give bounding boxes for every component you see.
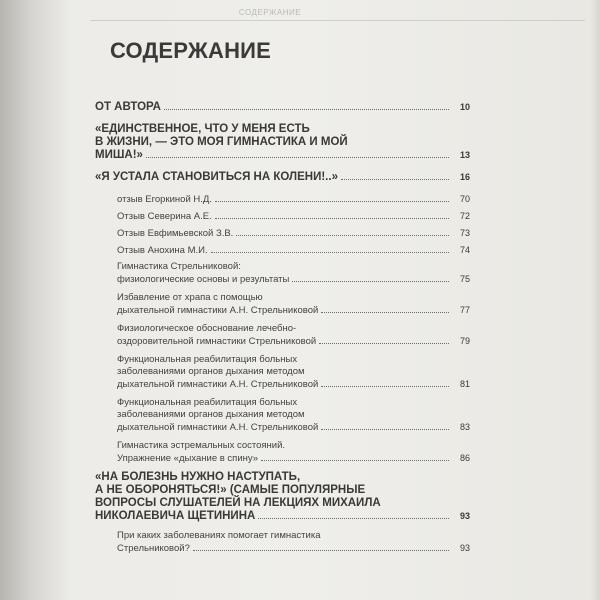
toc-entry-last-line xyxy=(117,452,470,465)
toc-entry-text-line: НИКОЛАЕВИЧА ЩЕТИНИНА xyxy=(95,510,256,522)
toc-entry-last-line xyxy=(95,510,470,523)
toc-entry-text-line: оздоровительной гимнастики Стрельниковой xyxy=(117,336,317,347)
toc-entry-last-line xyxy=(117,210,470,223)
toc-entry-text-line: Стрельниковой? xyxy=(117,543,190,554)
toc-entry-text-line: В ЖИЗНИ, — ЭТО МОЯ ГИМНАСТИКА И МОЙ xyxy=(95,136,348,148)
toc-page-number: 73 xyxy=(459,228,470,238)
toc-entry-text-line: Отзыв Анохина М.И. xyxy=(117,245,208,256)
toc-entry-text-line: дыхательной гимнастики А.Н. Стрельниковой xyxy=(117,422,319,433)
dot-leader xyxy=(261,459,449,461)
toc-page-number: 10 xyxy=(459,102,470,112)
toc-page-number: 86 xyxy=(459,453,470,463)
toc-entry-last-line xyxy=(117,193,470,206)
toc-entry-text-line: физиологические основы и результаты xyxy=(117,274,290,285)
toc-entry xyxy=(95,440,470,465)
dot-leader xyxy=(215,217,449,219)
toc-entry-text-line: «НА БОЛЕЗНЬ НУЖНО НАСТУПАТЬ, xyxy=(95,471,301,483)
dot-leader xyxy=(146,156,449,158)
toc-entry-text-line: Отзыв Евфимьевской З.В. xyxy=(117,228,234,239)
toc-entry-last-line xyxy=(117,378,470,391)
toc-entry-text-line: заболеваниями органов дыхания методом xyxy=(117,409,305,420)
toc-page-number: 93 xyxy=(459,511,470,521)
toc-entry-text-line: «Я УСТАЛА СТАНОВИТЬСЯ НА КОЛЕНИ!..» xyxy=(95,171,338,183)
toc-entry xyxy=(95,530,470,555)
dot-leader xyxy=(215,200,449,202)
toc-entry-text-line: ВОПРОСЫ СЛУШАТЕЛЕЙ НА ЛЕКЦИЯХ МИХАИЛА xyxy=(95,497,381,509)
toc-entry xyxy=(95,193,470,206)
top-rule xyxy=(90,20,585,21)
toc-entry-last-line xyxy=(117,304,470,317)
toc-entry-text-line: Избавление от храпа с помощью xyxy=(117,292,263,303)
toc-page-number: 75 xyxy=(459,274,470,284)
dot-leader xyxy=(319,342,449,344)
toc-entry-text-line: Отзыв Северина А.Е. xyxy=(117,211,212,222)
page-gutter-shadow xyxy=(0,0,70,600)
toc-entry-text-line: Упражнение «дыхание в спину» xyxy=(117,453,259,464)
toc-entry xyxy=(95,210,470,223)
toc-entry-text-line: дыхательной гимнастики А.Н. Стрельниковой xyxy=(117,379,319,390)
table-of-contents xyxy=(95,96,470,555)
dot-leader xyxy=(193,549,449,551)
toc-entry xyxy=(95,123,470,162)
toc-page-number: 79 xyxy=(459,336,470,346)
dot-leader xyxy=(321,428,449,430)
toc-entry-last-line xyxy=(117,335,470,348)
toc-entry xyxy=(95,471,470,523)
dot-leader xyxy=(292,280,449,282)
toc-entry-text-line: Функциональная реабилитация больных xyxy=(117,397,298,408)
toc-entry xyxy=(95,244,470,257)
toc-entry-text-line: Гимнастика Стрельниковой: xyxy=(117,261,241,272)
toc-page-number: 77 xyxy=(459,305,470,315)
toc-entry xyxy=(95,261,470,286)
toc-entry-last-line xyxy=(117,227,470,240)
toc-entry-last-line xyxy=(95,171,470,184)
toc-entry-last-line xyxy=(117,542,470,555)
dot-leader xyxy=(164,108,449,110)
toc-entry xyxy=(95,171,470,184)
toc-page-number: 93 xyxy=(459,543,470,553)
toc-entry-last-line xyxy=(95,149,470,162)
toc-page-number: 13 xyxy=(459,150,470,160)
toc-entry xyxy=(95,323,470,348)
toc-entry xyxy=(95,354,470,391)
toc-entry-text-line: Функциональная реабилитация больных xyxy=(117,354,298,365)
dot-leader xyxy=(236,234,449,236)
toc-entry-text-line: Физиологическое обоснование лечебно- xyxy=(117,323,297,334)
running-head: СОДЕРЖАНИЕ xyxy=(238,8,302,17)
toc-entry xyxy=(95,101,470,114)
toc-entry xyxy=(95,397,470,434)
toc-entry-last-line xyxy=(117,244,470,257)
toc-entry-text-line: При каких заболеваниях помогает гимнастика xyxy=(117,530,321,541)
toc-page-number: 81 xyxy=(459,379,470,389)
dot-leader xyxy=(211,251,449,253)
toc-entry-text-line: Гимнастика эстремальных состояний. xyxy=(117,440,286,451)
toc-page-number: 83 xyxy=(459,422,470,432)
dot-leader xyxy=(321,311,449,313)
toc-entry-text-line: дыхательной гимнастики А.Н. Стрельниковой xyxy=(117,305,319,316)
toc-page-number: 16 xyxy=(459,172,470,182)
page-title: СОДЕРЖАНИЕ xyxy=(110,38,272,63)
toc-entry xyxy=(95,292,470,317)
toc-entry-text-line: «ЕДИНСТВЕННОЕ, ЧТО У МЕНЯ ЕСТЬ xyxy=(95,123,310,135)
toc-page-number: 70 xyxy=(459,194,470,204)
dot-leader xyxy=(341,178,449,180)
toc-entry-last-line xyxy=(117,421,470,434)
toc-entry-last-line xyxy=(117,273,470,286)
toc-entry-last-line xyxy=(95,101,470,114)
toc-page-number: 72 xyxy=(459,211,470,221)
toc-entry xyxy=(95,227,470,240)
toc-entry-text-line: МИША!» xyxy=(95,149,143,161)
toc-page-number: 74 xyxy=(459,245,470,255)
dot-leader xyxy=(258,517,449,519)
toc-entry-text-line: ОТ АВТОРА xyxy=(95,101,161,113)
dot-leader xyxy=(321,385,449,387)
toc-entry-text-line: отзыв Егоркиной Н.Д. xyxy=(117,194,212,205)
toc-entry-text-line: А НЕ ОБОРОНЯТЬСЯ!» (САМЫЕ ПОПУЛЯРНЫЕ xyxy=(95,484,366,496)
toc-entry-text-line: заболеваниями органов дыхания методом xyxy=(117,366,305,377)
